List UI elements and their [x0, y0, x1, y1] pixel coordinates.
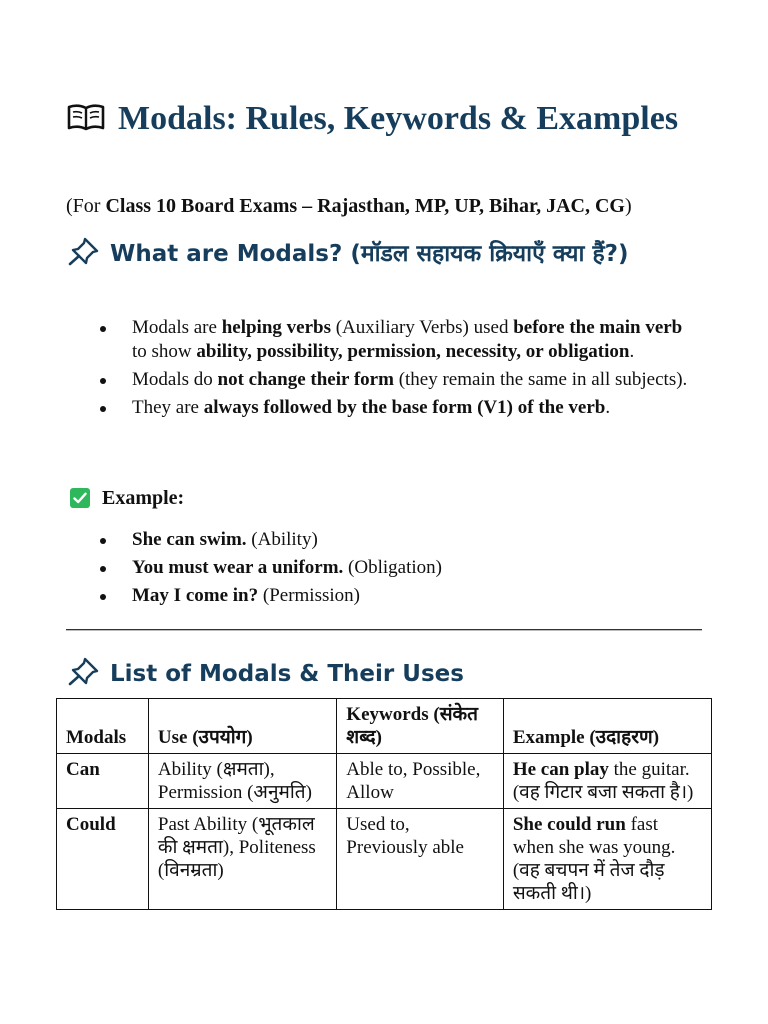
list-item — [0, 528, 700, 552]
section-heading-text: List of Modals & Their Uses — [110, 661, 464, 687]
cell-modal: Could — [57, 809, 149, 910]
body-text: (Obligation) — [343, 557, 442, 578]
cell-keywords: Used to, Previously able — [337, 809, 504, 910]
cell-use: Ability (क्षमता), Permission (अनुमति) — [148, 754, 336, 809]
check-mark-icon — [70, 488, 90, 508]
body-text: Modals are — [132, 317, 222, 338]
open-book-icon — [66, 102, 106, 143]
section-heading-text: What are Modals? (मॉडल सहायक क्रियाएँ क्या हैं?) — [110, 241, 629, 267]
example-rest: fast when she was young. (वह बचपन में तेज दौड़ सकती थी।) — [512, 814, 676, 904]
bullet-dot — [100, 378, 106, 384]
example-heading — [70, 486, 184, 510]
body-text: (Permission) — [258, 585, 360, 606]
cell-example — [503, 809, 711, 910]
page-title — [66, 98, 706, 143]
bullet-dot — [100, 538, 106, 544]
table-header-row — [57, 699, 712, 754]
emphasis-text: helping verbs — [221, 317, 331, 338]
section-heading-what-are-modals — [66, 236, 726, 276]
page-title-text: Modals: Rules, Keywords & Examples — [118, 100, 679, 137]
emphasis-text: You must wear a uniform. — [132, 557, 344, 578]
body-text: to show — [132, 341, 197, 362]
emphasis-text: before the main verb — [513, 317, 683, 338]
exam-subtitle — [66, 194, 726, 218]
emphasis-text: She can swim. — [132, 529, 247, 550]
body-text: (Auxiliary Verbs) used — [330, 317, 514, 338]
bullet-dot — [100, 326, 106, 332]
cell-example — [503, 754, 711, 809]
modals-definition-list — [0, 316, 700, 424]
example-heading-text: Example: — [102, 487, 185, 509]
header-keywords: Keywords (संकेत शब्द) — [337, 699, 504, 754]
body-text: Modals do — [132, 369, 218, 390]
body-text: They are — [132, 397, 204, 418]
body-text: . — [629, 341, 635, 362]
cell-keywords: Able to, Possible, Allow — [337, 754, 504, 809]
modals-table — [56, 698, 712, 910]
header-modals: Modals — [57, 699, 149, 754]
list-item — [0, 556, 700, 580]
bullet-dot — [100, 566, 106, 572]
emphasis-text: not change their form — [217, 369, 394, 390]
header-use: Use (उपयोग) — [148, 699, 336, 754]
pushpin-icon — [66, 656, 100, 696]
example-bold: She could run — [512, 814, 626, 835]
list-item — [0, 584, 700, 608]
body-text: (they remain the same in all subjects). — [393, 369, 688, 390]
bullet-dot — [100, 594, 106, 600]
table-row — [57, 809, 712, 910]
example-bold: He can play — [512, 759, 609, 780]
horizontal-divider — [66, 629, 702, 630]
emphasis-text: May I come in? — [132, 585, 259, 606]
example-rest: the guitar. (वह गिटार बजा सकता है।) — [512, 759, 694, 803]
emphasis-text: ability, possibility, permission, necessity, or obligation — [196, 341, 630, 362]
cell-modal: Can — [57, 754, 149, 809]
body-text: . — [605, 397, 611, 418]
cell-use: Past Ability (भूतकाल की क्षमता), Politeness (विनम्रता) — [148, 809, 336, 910]
list-item — [0, 368, 700, 392]
example-list — [0, 528, 700, 612]
subtitle-prefix: (For — [66, 195, 106, 217]
subtitle-exams: Class 10 Board Exams – Rajasthan, MP, UP, Bihar, JAC, CG — [105, 195, 625, 217]
pushpin-icon — [66, 236, 100, 276]
list-item — [0, 396, 700, 420]
section-heading-list-of-modals — [66, 656, 726, 696]
table-row — [57, 754, 712, 809]
list-item — [0, 316, 700, 364]
bullet-dot — [100, 406, 106, 412]
emphasis-text: always followed by the base form (V1) of the verb — [203, 397, 606, 418]
body-text: (Ability) — [246, 529, 318, 550]
subtitle-suffix: ) — [624, 195, 632, 217]
header-example: Example (उदाहरण) — [503, 699, 711, 754]
